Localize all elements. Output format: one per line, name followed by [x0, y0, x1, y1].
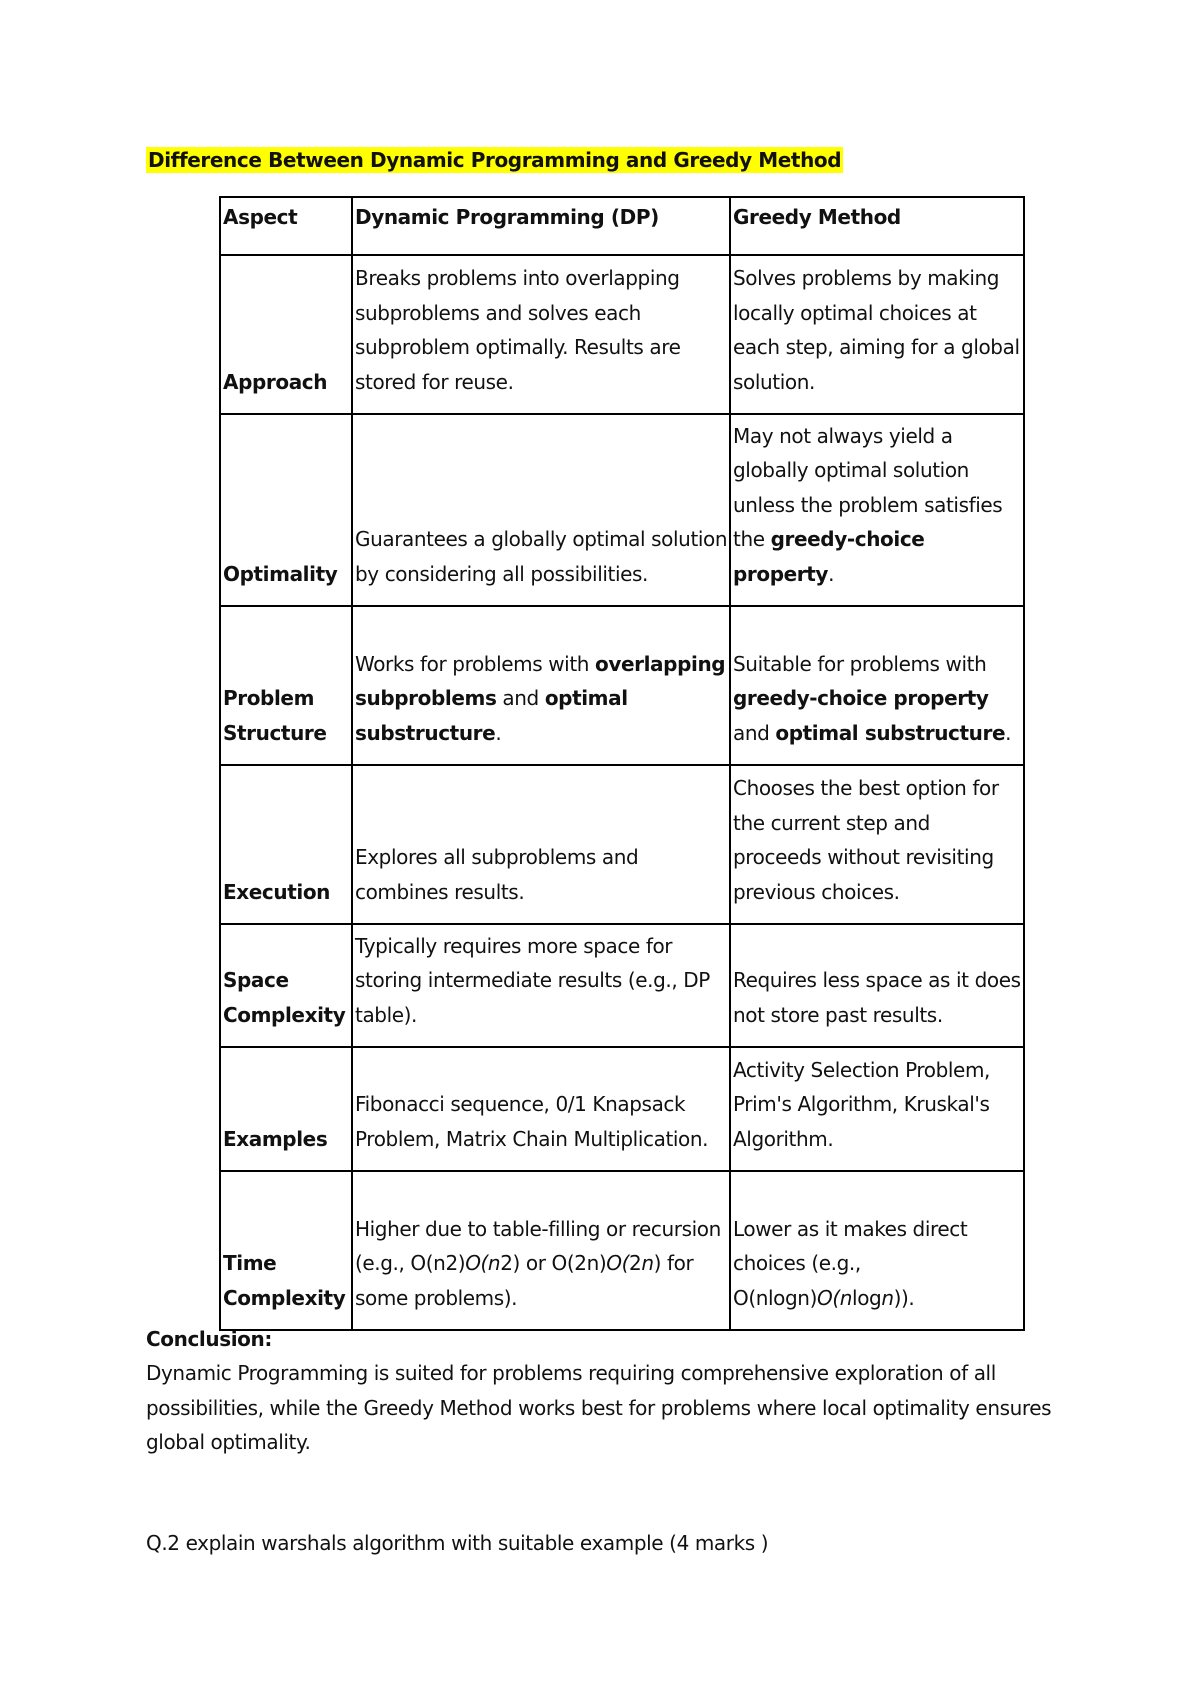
cell-bold-text: greedy-choice property — [733, 527, 925, 586]
cell-text: May not always yield a globally optimal solution unless the problem satisfies the — [733, 423, 1003, 551]
cell-math-text: n — [881, 1285, 894, 1310]
dp-cell — [352, 606, 730, 765]
cell-math-text: O(n — [817, 1285, 853, 1310]
greedy-cell: Requires less space as it does not store past results. — [730, 924, 1024, 1047]
greedy-cell — [730, 606, 1024, 765]
greedy-cell: Activity Selection Problem, Prim's Algorithm, Kruskal's Algorithm. — [730, 1047, 1024, 1171]
cell-bold-text: optimal substructure — [775, 720, 1006, 745]
cell-text: Works for problems with — [355, 651, 595, 676]
cell-math-text: n — [641, 1251, 654, 1275]
dp-cell: Breaks problems into overlapping subproblems and solves each subproblem optimally. Results are stored for reuse. — [352, 255, 730, 414]
table-row-optimality — [220, 414, 1024, 606]
cell-text: 2 — [629, 1251, 642, 1275]
dp-cell: Guarantees a globally optimal solution by considering all possibilities. — [352, 414, 730, 606]
table-row-time-complexity — [220, 1171, 1024, 1330]
aspect-cell: Space Complexity — [220, 924, 352, 1047]
cell-text: log — [852, 1285, 882, 1310]
dp-cell: Typically requires more space for storing intermediate results (e.g., DP table). — [352, 924, 730, 1047]
cell-text: ) for some problems). — [355, 1251, 694, 1310]
aspect-cell: Optimality — [220, 414, 352, 606]
table-row-problem-structure — [220, 606, 1024, 765]
table-row-execution — [220, 765, 1024, 924]
conclusion-label: Conclusion: — [146, 1327, 272, 1351]
cell-math-text: O( — [606, 1251, 630, 1275]
cell-text: and — [496, 686, 545, 710]
document-title: Difference Between Dynamic Programming and Greedy Method — [148, 148, 842, 172]
header-greedy-method: Greedy Method — [730, 197, 1024, 255]
header-dynamic-programming: Dynamic Programming (DP) — [352, 197, 730, 255]
cell-text: . — [1005, 720, 1012, 745]
aspect-cell: Execution — [220, 765, 352, 924]
cell-text: )). — [893, 1285, 915, 1310]
cell-bold-text: overlapping subproblems — [355, 651, 726, 710]
dp-cell: Fibonacci sequence, 0/1 Knapsack Problem, Matrix Chain Multiplication. — [352, 1047, 730, 1171]
dp-cell — [352, 1171, 730, 1330]
cell-text: 2) or O(2n) — [500, 1251, 607, 1275]
table-row-space-complexity — [220, 924, 1024, 1047]
comparison-table — [219, 196, 1025, 1331]
cell-text: and — [733, 720, 776, 745]
aspect-cell: Examples — [220, 1047, 352, 1171]
table-row-approach — [220, 255, 1024, 414]
cell-text: Suitable for problems with — [733, 651, 987, 676]
greedy-cell: Solves problems by making locally optimal choices at each step, aiming for a global solution. — [730, 255, 1024, 414]
header-aspect: Aspect — [220, 197, 352, 255]
greedy-cell — [730, 414, 1024, 606]
cell-text: . — [828, 561, 835, 586]
question-2: Q.2 explain warshals algorithm with suitable example (4 marks ) — [146, 1531, 769, 1555]
conclusion-text: Dynamic Programming is suited for problems requiring comprehensive exploration of all possibilities, while the Greedy Method works best for problems where local optimality ensures global optimality. — [146, 1361, 1052, 1454]
greedy-cell — [730, 1171, 1024, 1330]
cell-text: Higher due to table-filling or recursion (e.g., O(n2) — [355, 1216, 721, 1275]
cell-text: . — [495, 720, 502, 745]
table-header-row — [220, 197, 1024, 255]
table-row-examples — [220, 1047, 1024, 1171]
dp-cell: Explores all subproblems and combines results. — [352, 765, 730, 924]
cell-math-text: O(n — [465, 1251, 501, 1275]
cell-bold-text: greedy-choice property — [733, 686, 989, 710]
cell-text: Lower as it makes direct choices (e.g., O(nlog⁡n) — [733, 1216, 968, 1310]
aspect-cell: Time Complexity — [220, 1171, 352, 1330]
greedy-cell: Chooses the best option for the current step and proceeds without revisiting previous choices. — [730, 765, 1024, 924]
aspect-cell: Problem Structure — [220, 606, 352, 765]
cell-bold-text: optimal substructure — [355, 686, 628, 745]
aspect-cell: Approach — [220, 255, 352, 414]
